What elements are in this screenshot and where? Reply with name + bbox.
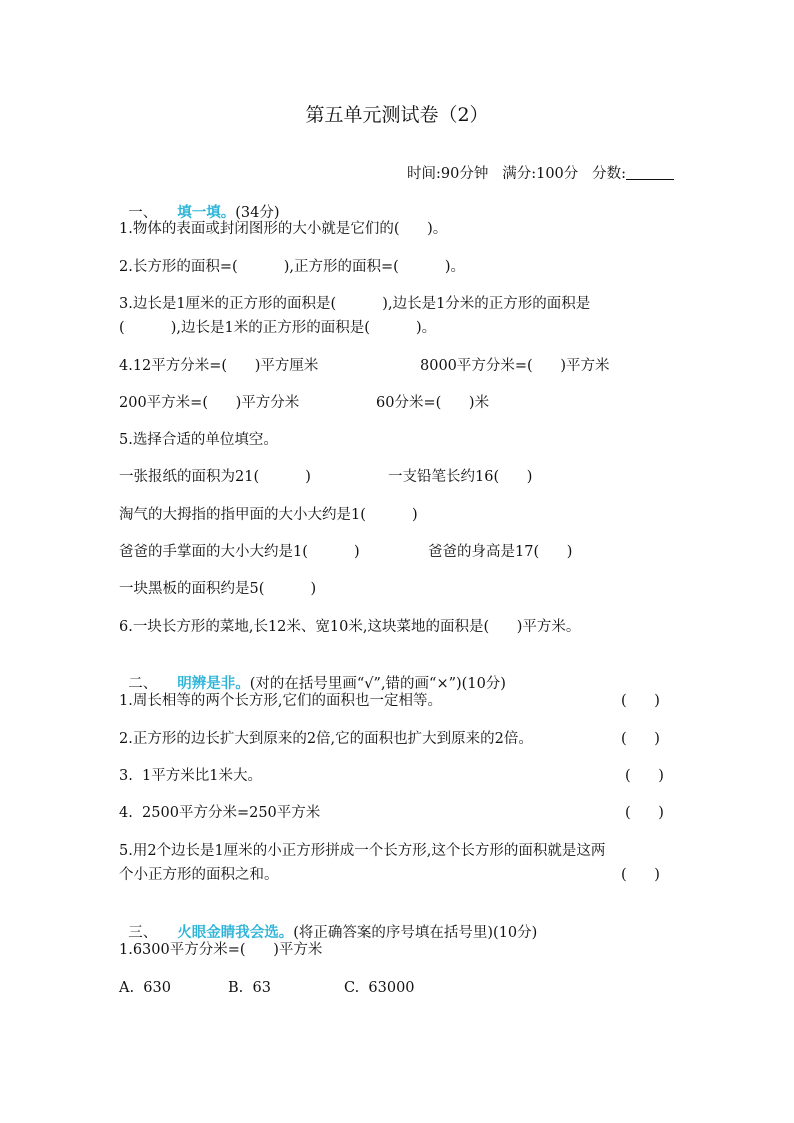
question-1-5d: 爸爸的手掌面的大小大约是1( ) [119, 544, 360, 560]
option-a: A. 630 [119, 980, 171, 996]
question-2-5-line2: 个小正方形的面积之和。 [119, 867, 279, 883]
question-2-3: 3. 1平方米比1米大。 [119, 768, 263, 784]
question-2-2: 2.正方形的边长扩大到原来的2倍,它的面积也扩大到原来的2倍。 [119, 731, 533, 747]
section1-header [119, 183, 279, 223]
question-1-4d: 60分米=( )米 [376, 395, 490, 411]
page-title: 第五单元测试卷（2） [305, 104, 489, 126]
question-1-5a: 一张报纸的面积为21( ) [119, 469, 311, 485]
time-limit: 时间:90分钟 [407, 166, 489, 182]
section2-number: 二、 [128, 676, 158, 692]
answer-paren-2-3[interactable]: ( ) [625, 768, 664, 784]
question-1-4a: 4.12平方分米=( )平方厘米 [119, 358, 319, 374]
section2-heading: 明辨是非。 [177, 675, 250, 692]
answer-paren-2-5[interactable]: ( ) [621, 867, 660, 883]
question-1-5e: 爸爸的身高是17( ) [428, 544, 573, 560]
question-1-4c: 200平方米=( )平方分米 [119, 395, 300, 411]
section1-points: (34分) [235, 205, 280, 221]
question-1-3-line1: 3.边长是1厘米的正方形的面积是( ),边长是1分米的正方形的面积是 [119, 296, 591, 312]
section2-instructions: (对的在括号里画“√”,错的画“×”)(10分) [249, 676, 506, 692]
question-2-5-line1: 5.用2个边长是1厘米的小正方形拼成一个长方形,这个长方形的面积就是这两 [119, 843, 606, 859]
section3-heading: 火眼金睛我会选。 [177, 924, 294, 941]
option-c: C. 63000 [344, 980, 415, 996]
score-blank[interactable] [626, 165, 674, 180]
exam-meta [398, 146, 674, 183]
question-1-1: 1.物体的表面或封闭图形的大小就是它们的( )。 [119, 221, 448, 237]
section3-header [119, 903, 537, 943]
question-1-2: 2.长方形的面积=( ),正方形的面积=( )。 [119, 259, 466, 275]
answer-paren-2-4[interactable]: ( ) [625, 805, 664, 821]
answer-paren-2-2[interactable]: ( ) [621, 731, 660, 747]
question-2-1: 1.周长相等的两个长方形,它们的面积也一定相等。 [119, 693, 442, 709]
full-score: 满分:100分 [502, 166, 579, 182]
section3-number: 三、 [128, 925, 158, 941]
section1-heading: 填一填。 [177, 204, 236, 221]
question-1-3-line2: ( ),边长是1米的正方形的面积是( )。 [119, 320, 437, 336]
question-2-4: 4. 2500平方分米=250平方米 [119, 805, 321, 821]
question-1-4b: 8000平方分米=( )平方米 [420, 358, 610, 374]
section2-header [119, 654, 506, 694]
question-1-6: 6.一块长方形的菜地,长12米、宽10米,这块菜地的面积是( )平方米。 [119, 619, 581, 635]
question-3-1: 1.6300平方分米=( )平方米 [119, 942, 323, 958]
section1-number: 一、 [128, 205, 158, 221]
question-1-5c: 淘气的大拇指的指甲面的大小大约是1( ) [119, 507, 418, 523]
question-1-5: 5.选择合适的单位填空。 [119, 432, 278, 448]
answer-paren-2-1[interactable]: ( ) [621, 693, 660, 709]
option-b: B. 63 [228, 980, 271, 996]
section3-instructions: (将正确答案的序号填在括号里)(10分) [293, 925, 538, 941]
score-label: 分数: [592, 166, 626, 182]
question-1-5b: 一支铅笔长约16( ) [388, 469, 533, 485]
question-1-5f: 一块黑板的面积约是5( ) [119, 581, 317, 597]
